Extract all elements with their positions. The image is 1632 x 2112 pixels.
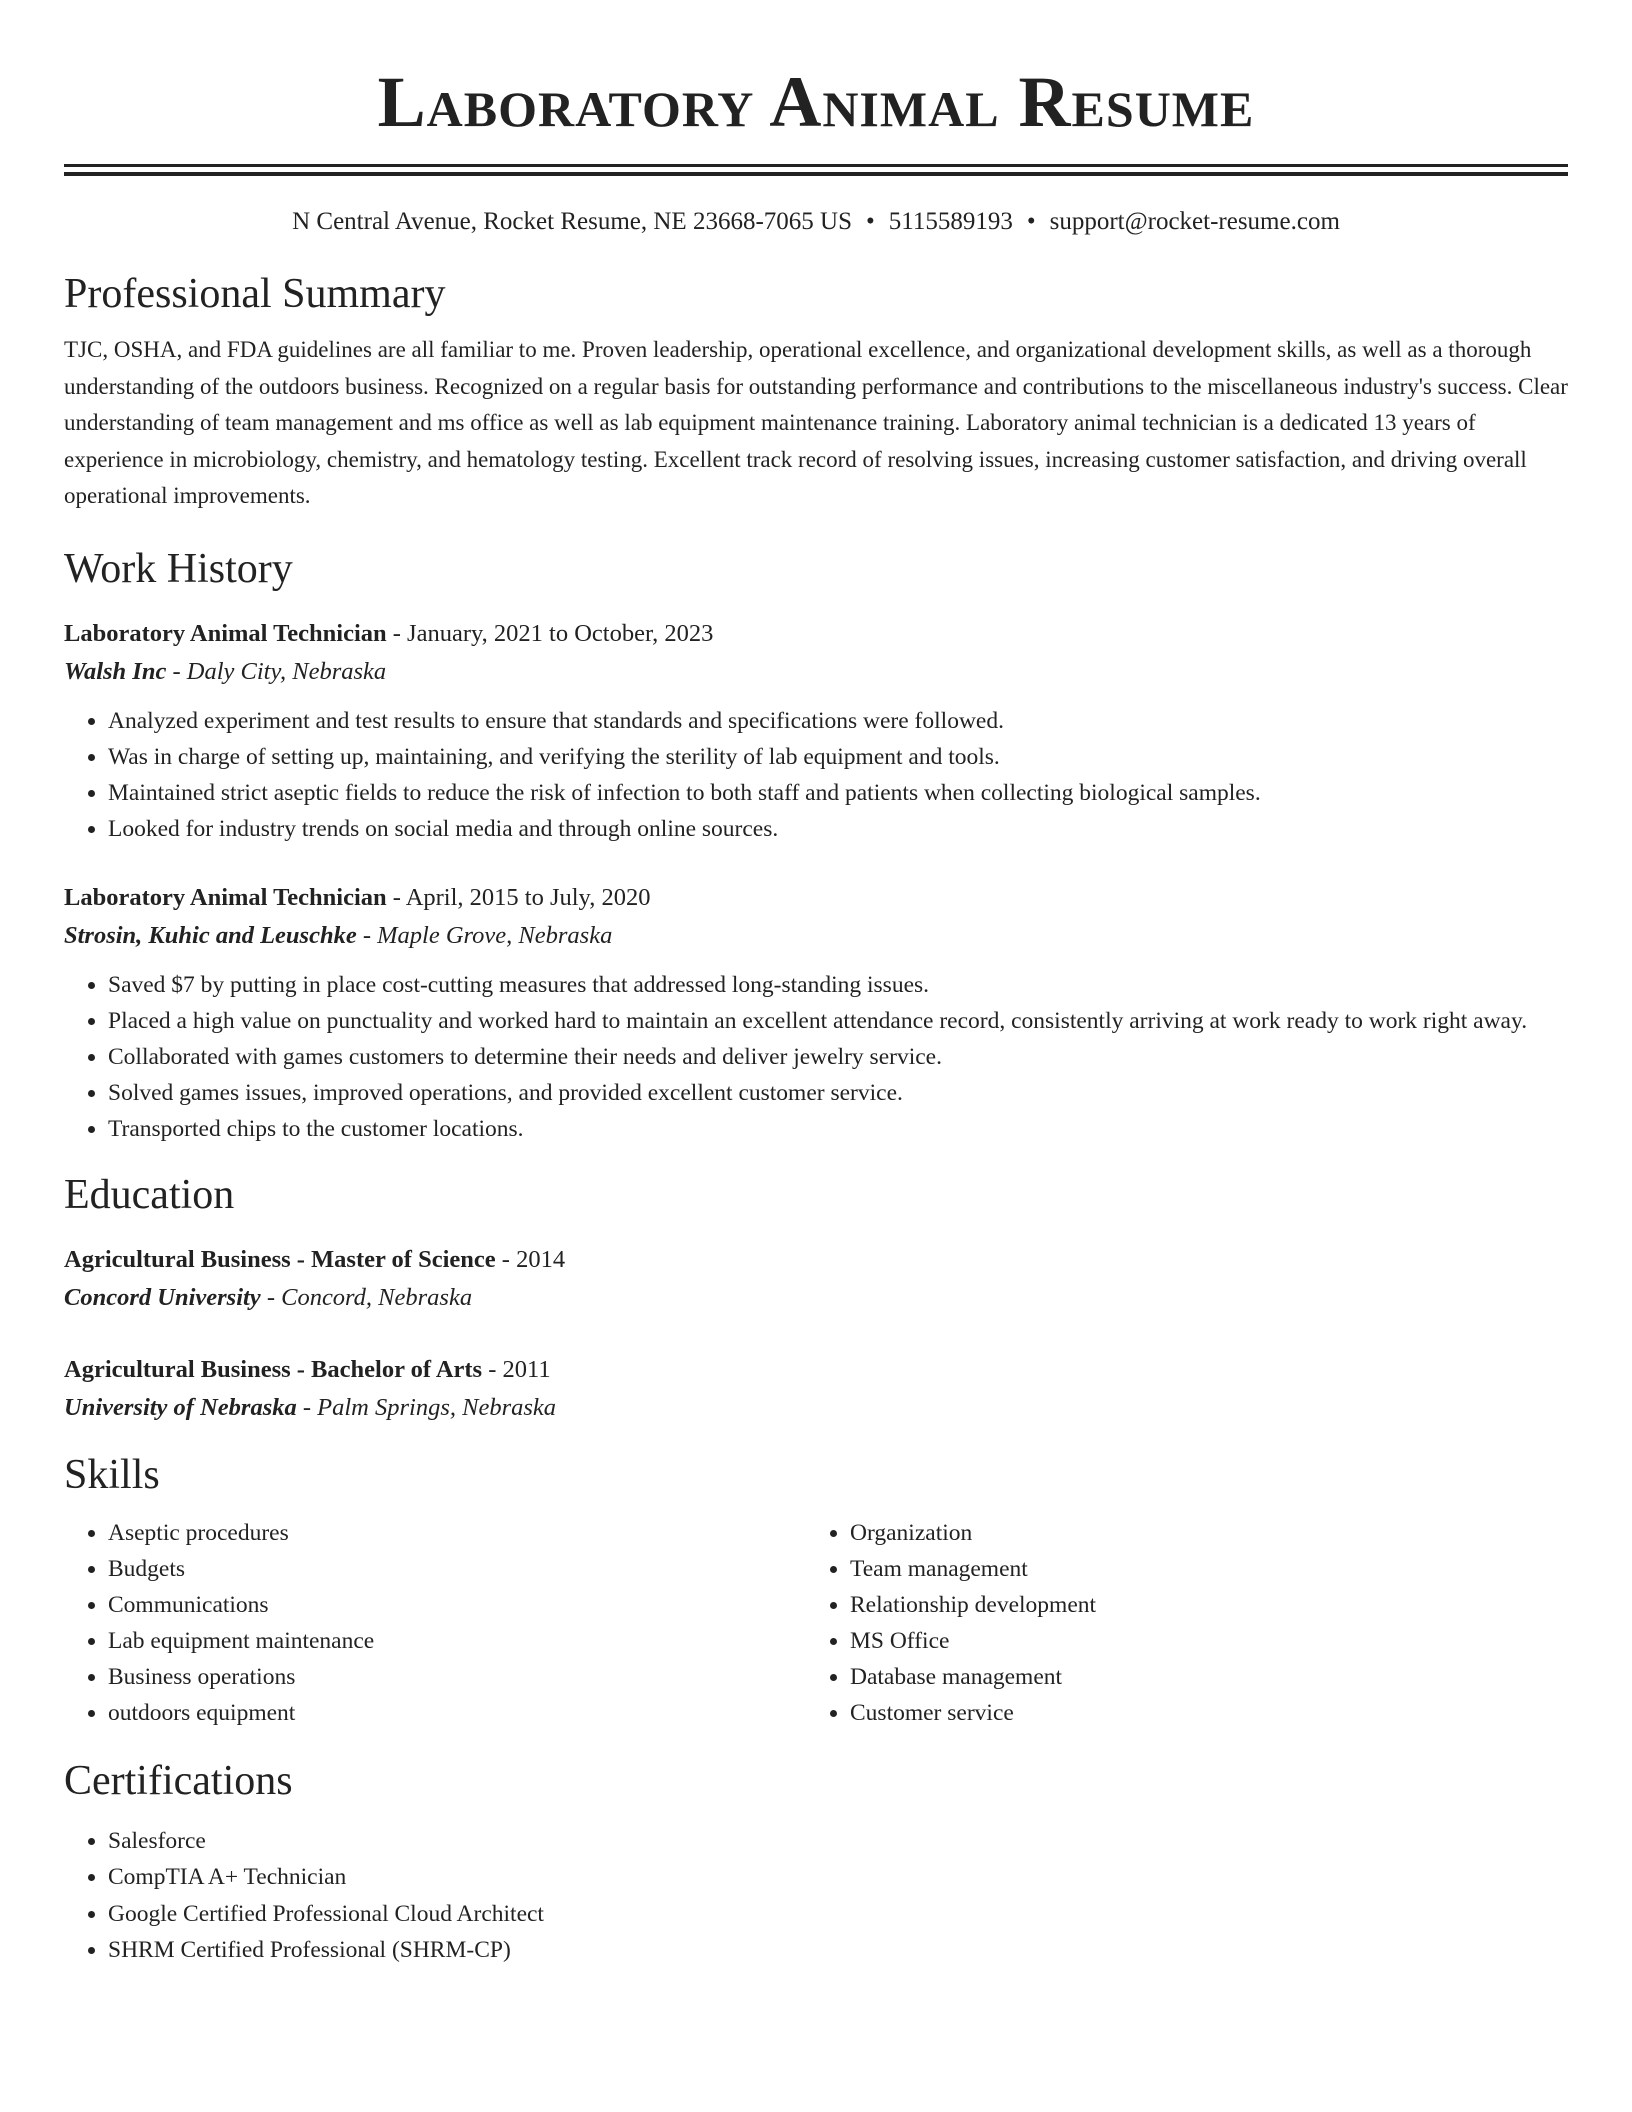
job-location: - Maple Grove, Nebraska [356, 921, 613, 949]
skill-item: • Lab equipment maintenance [108, 1623, 806, 1659]
contact-separator: • [1026, 208, 1036, 235]
skill-item: • Customer service [850, 1695, 1566, 1731]
certification-item: • Salesforce [108, 1823, 1568, 1860]
summary-heading: Professional Summary [64, 271, 446, 317]
education-school: Concord University [64, 1283, 261, 1311]
job-title: Laboratory Animal Technician [64, 619, 387, 647]
contact-line [64, 206, 1568, 238]
education-heading: Education [64, 1171, 235, 1218]
summary-text: TJC, OSHA, and FDA guidelines are all familiar to me. Proven leadership, operational excellence, and organizational development skills, as well as a thorough understanding of the outdoors business. Recognized on a regular basis for outstanding performance and contributions to the miscellaneous industry's success. Clear understanding of team management and ms office as well as lab equipment maintenance training. Laboratory animal technician is a dedicated 13 years of experience in microbiology, chemistry, and hematology testing. Excellent track record of resolving issues, increasing customer satisfaction, and driving overall operational improvements. [64, 337, 1568, 508]
skill-item: • Aseptic procedures [108, 1515, 806, 1551]
skill-item: • Budgets [108, 1551, 806, 1587]
job-company-line [64, 653, 1568, 691]
job-location: - Daly City, Nebraska [166, 657, 387, 685]
job-title-line [64, 879, 1568, 917]
education-degree: Agricultural Business - Master of Science [64, 1245, 496, 1273]
job-bullet: • Analyzed experiment and test results to ensure that standards and specifications were followed. [108, 703, 1568, 739]
job-bullet: • Solved games issues, improved operations, and provided excellent customer service. [108, 1075, 1568, 1111]
job-bullet: • Saved $7 by putting in place cost-cutting measures that addressed long-standing issues. [108, 967, 1568, 1003]
education-degree: Agricultural Business - Bachelor of Arts [64, 1355, 483, 1383]
resume-title: Laboratory Animal Resume [377, 62, 1255, 142]
job-bullet: • Maintained strict aseptic fields to reduce the risk of infection to both staff and patients when collecting biological samples. [108, 775, 1568, 811]
education-location: - Palm Springs, Nebraska [296, 1393, 557, 1421]
job-bullet: • Was in charge of setting up, maintaining, and verifying the sterility of lab equipment and tools. [108, 739, 1568, 775]
education-year: - 2014 [495, 1245, 566, 1273]
education-degree-line [64, 1351, 1568, 1389]
certification-item: • SHRM Certified Professional (SHRM-CP) [108, 1932, 1568, 1969]
job-bullets [64, 703, 1568, 847]
education-year: - 2011 [482, 1355, 551, 1383]
job-title: Laboratory Animal Technician [64, 883, 387, 911]
certification-item: • CompTIA A+ Technician [108, 1859, 1568, 1896]
education-school-line [64, 1389, 1568, 1427]
skills-column-right [806, 1515, 1566, 1731]
contact-separator: • [865, 208, 875, 235]
contact-phone: 5115589193 [888, 208, 1013, 235]
job-company: Strosin, Kuhic and Leuschke [64, 921, 357, 949]
job-bullet: • Transported chips to the customer locations. [108, 1111, 1568, 1147]
contact-address: N Central Avenue, Rocket Resume, NE 23668-7065 US [292, 208, 852, 235]
certification-item: • Google Certified Professional Cloud Architect [108, 1896, 1568, 1933]
education-school: University of Nebraska [64, 1393, 297, 1421]
skill-item: • Database management [850, 1659, 1566, 1695]
skill-item: • Business operations [108, 1659, 806, 1695]
skill-item: • outdoors equipment [108, 1695, 806, 1731]
title-divider [64, 164, 1568, 176]
job-title-line [64, 615, 1568, 653]
certifications-list [64, 1823, 1568, 1969]
education-degree-line [64, 1241, 1568, 1279]
job-bullet: • Placed a high value on punctuality and worked hard to maintain an excellent attendance record, consistently arriving at work ready to work right away. [108, 1003, 1568, 1039]
job-company-line [64, 917, 1568, 955]
job-dates: - January, 2021 to October, 2023 [386, 619, 714, 647]
skill-item: • Relationship development [850, 1587, 1566, 1623]
skill-item: • MS Office [850, 1623, 1566, 1659]
education-location: - Concord, Nebraska [260, 1283, 473, 1311]
skill-item: • Communications [108, 1587, 806, 1623]
job-entry [64, 879, 1568, 1147]
job-bullet: • Collaborated with games customers to determine their needs and deliver jewelry service. [108, 1039, 1568, 1075]
job-bullets [64, 967, 1568, 1147]
contact-email: support@rocket-resume.com [1049, 208, 1340, 235]
skills-heading: Skills [64, 1451, 160, 1498]
work-history-heading: Work History [64, 545, 293, 592]
skill-item: • Organization [850, 1515, 1566, 1551]
education-school-line [64, 1279, 1568, 1317]
job-company: Walsh Inc [64, 657, 167, 685]
job-entry [64, 615, 1568, 847]
skill-item: • Team management [850, 1551, 1566, 1587]
education-entry [64, 1351, 1568, 1427]
job-bullet: • Looked for industry trends on social media and through online sources. [108, 811, 1568, 847]
skills-column-left [64, 1515, 806, 1731]
skills-list [64, 1515, 1568, 1731]
job-dates: - April, 2015 to July, 2020 [386, 883, 651, 911]
certifications-heading: Certifications [64, 1757, 293, 1804]
education-entry [64, 1241, 1568, 1317]
